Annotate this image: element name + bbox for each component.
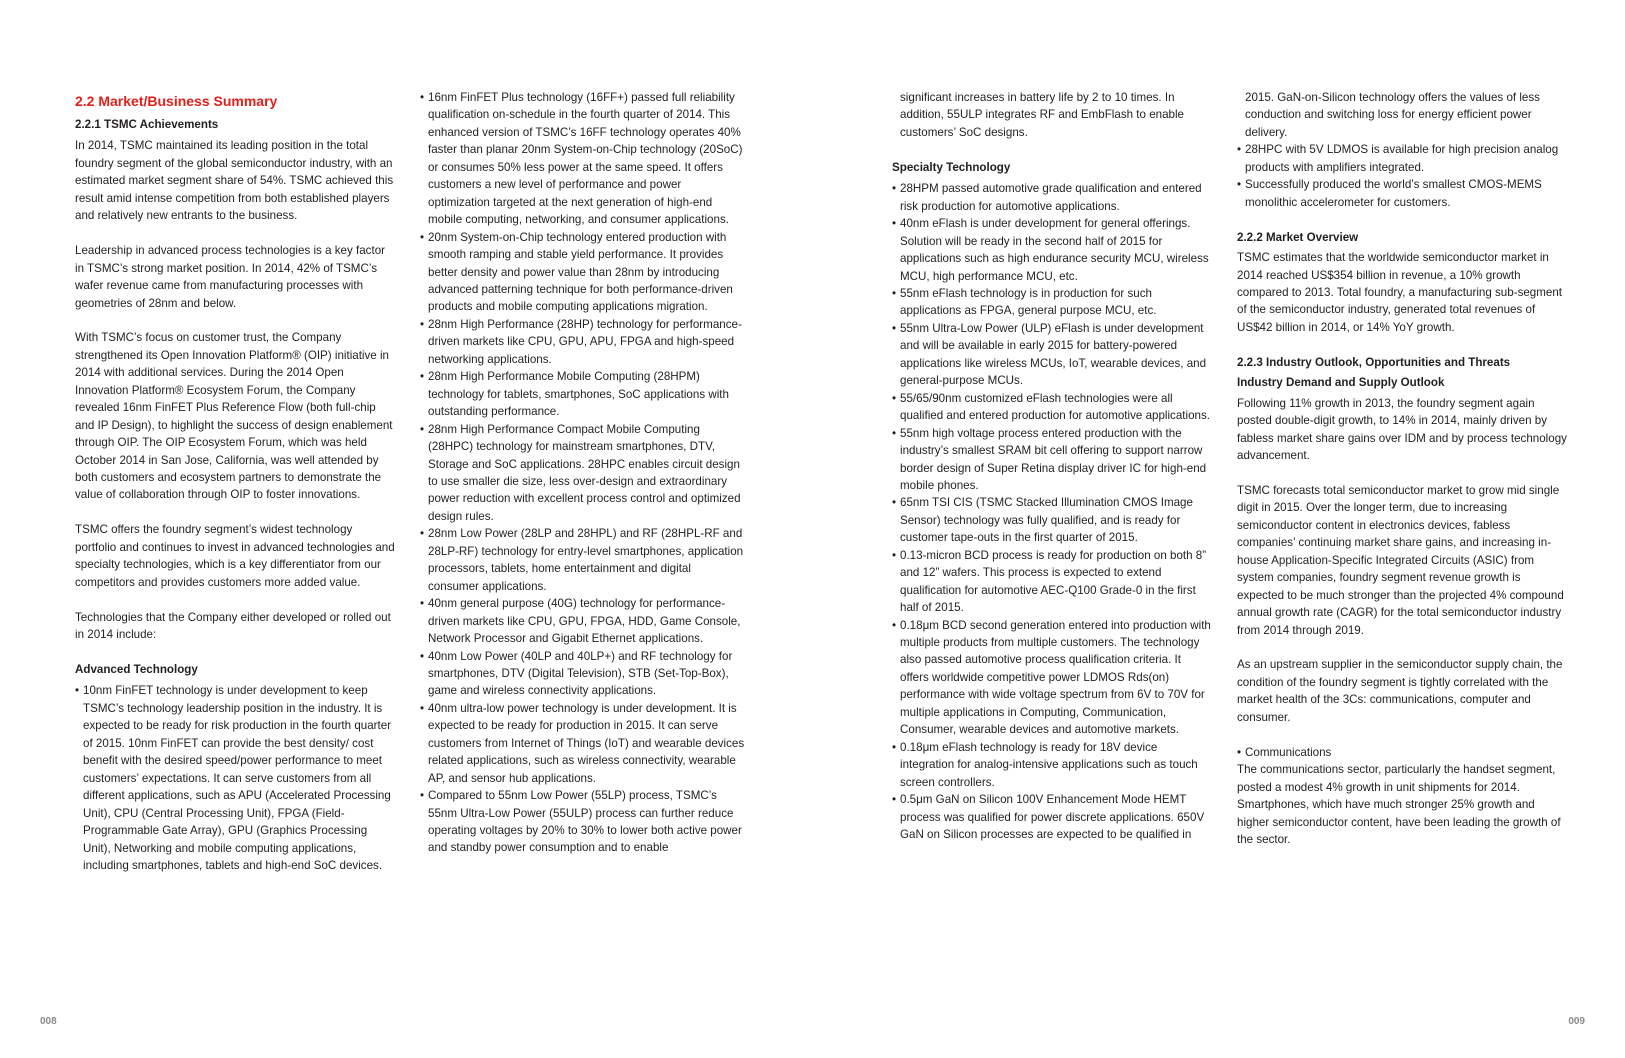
continued-paragraph: 2015. GaN-on-Silicon technology offers the values of less conduction and switching loss for energy efficient power delivery. bbox=[1245, 91, 1540, 139]
list-item: • 40nm eFlash is under development for general offerings. Solution will be ready in the second half of 2015 for applications such as high endurance security MCU, wireless MCU, high performance MCU, etc. bbox=[892, 215, 1212, 285]
paragraph: Following 11% growth in 2013, the foundry segment again posted double-digit growth, to 14% in 2014, mainly driven by fabless market share gains over IDM and by process technology advancement. bbox=[1237, 396, 1567, 463]
page-number-right: 009 bbox=[1568, 1016, 1585, 1027]
list-item: • 28nm Low Power (28LP and 28HPL) and RF (28HPL-RF and 28LP-RF) technology for entry-level smartphones, application processors, tablets, home entertainment and digital consumer applications. bbox=[420, 525, 745, 595]
list-item: • 16nm FinFET Plus technology (16FF+) passed full reliability qualification on-schedule in the fourth quarter of 2014. This enhanced version of TSMC’s 16FF technology operates 40% faster than planar 20nm System-on-Chip technology (20SoC) or consumes 50% less power at the same speed. It offers customers a new level of performance and power optimization targeted at the next generation of high-end mobile computing, networking, and consumer applications. bbox=[420, 89, 745, 229]
bullet-list bbox=[420, 89, 745, 857]
page-number-left: 008 bbox=[40, 1016, 57, 1027]
section-title: 2.2 Market/Business Summary bbox=[75, 93, 278, 109]
continued-paragraph: significant increases in battery life by 2 to 10 times. In addition, 55ULP integrates RF and EmbFlash to enable customers’ SoC designs. bbox=[900, 91, 1185, 139]
list-item: • 65nm TSI CIS (TSMC Stacked Illumination CMOS Image Sensor) technology was fully qualified, and is ready for customer tape-outs in the first quarter of 2015. bbox=[892, 494, 1212, 546]
advanced-technology-heading: Advanced Technology bbox=[75, 662, 198, 676]
column-1 bbox=[75, 89, 395, 874]
list-item: • 40nm general purpose (40G) technology for performance-driven markets like CPU, GPU, FPGA, HDD, Game Console, Network Processor and Gigabit Ethernet applications. bbox=[420, 595, 745, 647]
list-item: • 28nm High Performance Compact Mobile Computing (28HPC) technology for mainstream smartphones, DTV, Storage and SoC applications. 28HPC enables circuit design to use smaller die size, less over-design and extraordinary power reduction with excellent process control and optimized design rules. bbox=[420, 421, 745, 526]
list-item: • 55nm eFlash technology is in production for such applications as FPGA, general purpose MCU, etc. bbox=[892, 285, 1212, 320]
market-overview-heading: 2.2.2 Market Overview bbox=[1237, 230, 1359, 244]
list-item: • 55nm Ultra-Low Power (ULP) eFlash is under development and will be available in early 2015 for battery-powered applications like wireless MCUs, IoT, wearable devices, and general-purpose MCUs. bbox=[892, 320, 1212, 390]
paragraph: TSMC forecasts total semiconductor market to grow mid single digit in 2015. Over the longer term, due to increasing semiconductor content in electronics devices, fabless companies’ continuing market share gains, and increasing in-house Application-Specific Integrated Circuits (ASIC) from system companies, foundry segment revenue growth is expected to be much stronger than the projected 4% compound annual growth rate (CAGR) for the total semiconductor industry from 2014 through 2019. bbox=[1237, 483, 1564, 637]
bullet-list bbox=[892, 180, 1212, 843]
paragraph: The communications sector, particularly the handset segment, posted a modest 4% growth in unit shipments for 2014. Smartphones, which have much stronger 25% growth and higher semiconductor content, have been leading the growth of the sector. bbox=[1237, 763, 1561, 846]
list-item: • 0.18μm BCD second generation entered into production with multiple products from multiple customers. The technology also passed automotive process qualification criteria. It offers worldwide competitive power LDMOS Rds(on) performance with wide voltage spectrum from 6V to 70V for multiple applications in Computing, Communication, Consumer, wearable devices and automotive markets. bbox=[892, 617, 1212, 739]
list-item: • Successfully produced the world’s smallest CMOS-MEMS monolithic accelerometer for customers. bbox=[1237, 176, 1567, 211]
list-item: • 40nm ultra-low power technology is under development. It is expected to be ready for production in 2015. It can serve customers from Internet of Things (IoT) and wearable devices related applications, such as wireless connectivity, wearable AP, and sensor hub applications. bbox=[420, 700, 745, 787]
paragraph: Technologies that the Company either developed or rolled out in 2014 include: bbox=[75, 610, 391, 642]
list-item: • 55nm high voltage process entered production with the industry’s smallest SRAM bit cell offering to support narrow border design of Super Retina display driver IC for high-end mobile phones. bbox=[892, 425, 1212, 495]
communications-heading: • Communications bbox=[1237, 744, 1567, 761]
paragraph: TSMC estimates that the worldwide semiconductor market in 2014 reached US$354 billion in revenue, a 10% growth compared to 2013. Total foundry, a manufacturing sub-segment of the semiconductor industry, generated total revenues of US$42 billion in 2014, or 14% YoY growth. bbox=[1237, 251, 1563, 334]
column-2 bbox=[420, 89, 745, 857]
paragraph: As an upstream supplier in the semiconductor supply chain, the condition of the foundry segment is tightly correlated with the market health of the 3Cs: communications, computer and consumer. bbox=[1237, 658, 1563, 724]
list-item: • 0.5μm GaN on Silicon 100V Enhancement Mode HEMT process was qualified for power discrete applications. 650V GaN on Silicon processes are expected to be qualified in bbox=[892, 791, 1212, 843]
paragraph: In 2014, TSMC maintained its leading position in the total foundry segment of the global semiconductor industry, with an estimated market segment share of 54%. TSMC achieved this result amid intense competition from both established players and relatively new entrants to the business. bbox=[75, 139, 394, 223]
list-item: • 40nm Low Power (40LP and 40LP+) and RF technology for smartphones, DTV (Digital Television), STB (Set-Top-Box), game and wireless connectivity applications. bbox=[420, 648, 745, 700]
list-item: • 0.18μm eFlash technology is ready for 18V device integration for analog-intensive applications such as touch screen controllers. bbox=[892, 739, 1212, 791]
paragraph: TSMC offers the foundry segment’s widest technology portfolio and continues to invest in advanced technologies and specialty technologies, which is a key differentiator from our competitors and provides customers more added value. bbox=[75, 523, 395, 589]
demand-supply-heading: Industry Demand and Supply Outlook bbox=[1237, 376, 1445, 390]
list-item: • 0.13-micron BCD process is ready for production on both 8” and 12” wafers. This process is expected to extend qualification for automotive AEC-Q100 Grade-0 in the first half of 2015. bbox=[892, 547, 1212, 617]
list-item: • 10nm FinFET technology is under development to keep TSMC’s technology leadership position in the industry. It is expected to be ready for risk production in the fourth quarter of 2015. 10nm FinFET can provide the best density/ cost benefit with the desired speed/power performance to meet customers’ expectations. It can serve customers from all different applications, such as APU (Accelerated Processing Unit), CPU (Central Processing Unit), FPGA (Field-Programmable Gate Array), GPU (Graphics Processing Unit), Networking and mobile computing applications, including smartphones, tablets and high-end SoC devices. bbox=[75, 682, 395, 874]
list-item: • 20nm System-on-Chip technology entered production with smooth ramping and stable yield performance. It provides better density and power value than 28nm by introducing advanced patterning technique for both performance-driven products and mobile computing applications migration. bbox=[420, 229, 745, 316]
bullet-list bbox=[75, 682, 395, 874]
list-item: • 28nm High Performance Mobile Computing (28HPM) technology for tablets, smartphones, SoC applications with outstanding performance. bbox=[420, 368, 745, 420]
bullet-list bbox=[1237, 744, 1567, 761]
industry-outlook-heading: 2.2.3 Industry Outlook, Opportunities and Threats bbox=[1237, 355, 1511, 369]
column-4 bbox=[1237, 89, 1567, 848]
list-item: • 28nm High Performance (28HP) technology for performance-driven markets like CPU, GPU, APU, FPGA and high-speed networking applications. bbox=[420, 316, 745, 368]
subsection-title: 2.2.1 TSMC Achievements bbox=[75, 118, 219, 131]
paragraph: With TSMC’s focus on customer trust, the Company strengthened its Open Innovation Platform® (OIP) initiative in 2014 with additional services. During the 2014 Open Innovation Platform® Ecosystem Forum, the Company revealed 16nm FinFET Plus Reference Flow (both full-chip and IP Design), to highlight the success of design enablement through OIP. The OIP Ecosystem Forum, which was held October 2014 in San Jose, California, was well attended by both customers and ecosystem partners to demonstrate the value of collaboration through OIP to foster innovations. bbox=[75, 331, 393, 502]
bullet-list bbox=[1237, 141, 1567, 211]
column-3 bbox=[892, 89, 1212, 843]
list-item: • 28HPC with 5V LDMOS is available for high precision analog products with amplifiers integrated. bbox=[1237, 141, 1567, 176]
list-item: • 28HPM passed automotive grade qualification and entered risk production for automotive applications. bbox=[892, 180, 1212, 215]
list-item: • Compared to 55nm Low Power (55LP) process, TSMC’s 55nm Ultra-Low Power (55ULP) process can further reduce operating voltages by 20% to 30% to lower both active power and standby power consumption and to enable bbox=[420, 787, 745, 857]
list-item: • 55/65/90nm customized eFlash technologies were all qualified and entered production for automotive applications. bbox=[892, 390, 1212, 425]
paragraph: Leadership in advanced process technologies is a key factor in TSMC’s strong market position. In 2014, 42% of TSMC’s wafer revenue came from manufacturing processes with geometries of 28nm and below. bbox=[75, 244, 385, 310]
specialty-technology-heading: Specialty Technology bbox=[892, 160, 1011, 174]
